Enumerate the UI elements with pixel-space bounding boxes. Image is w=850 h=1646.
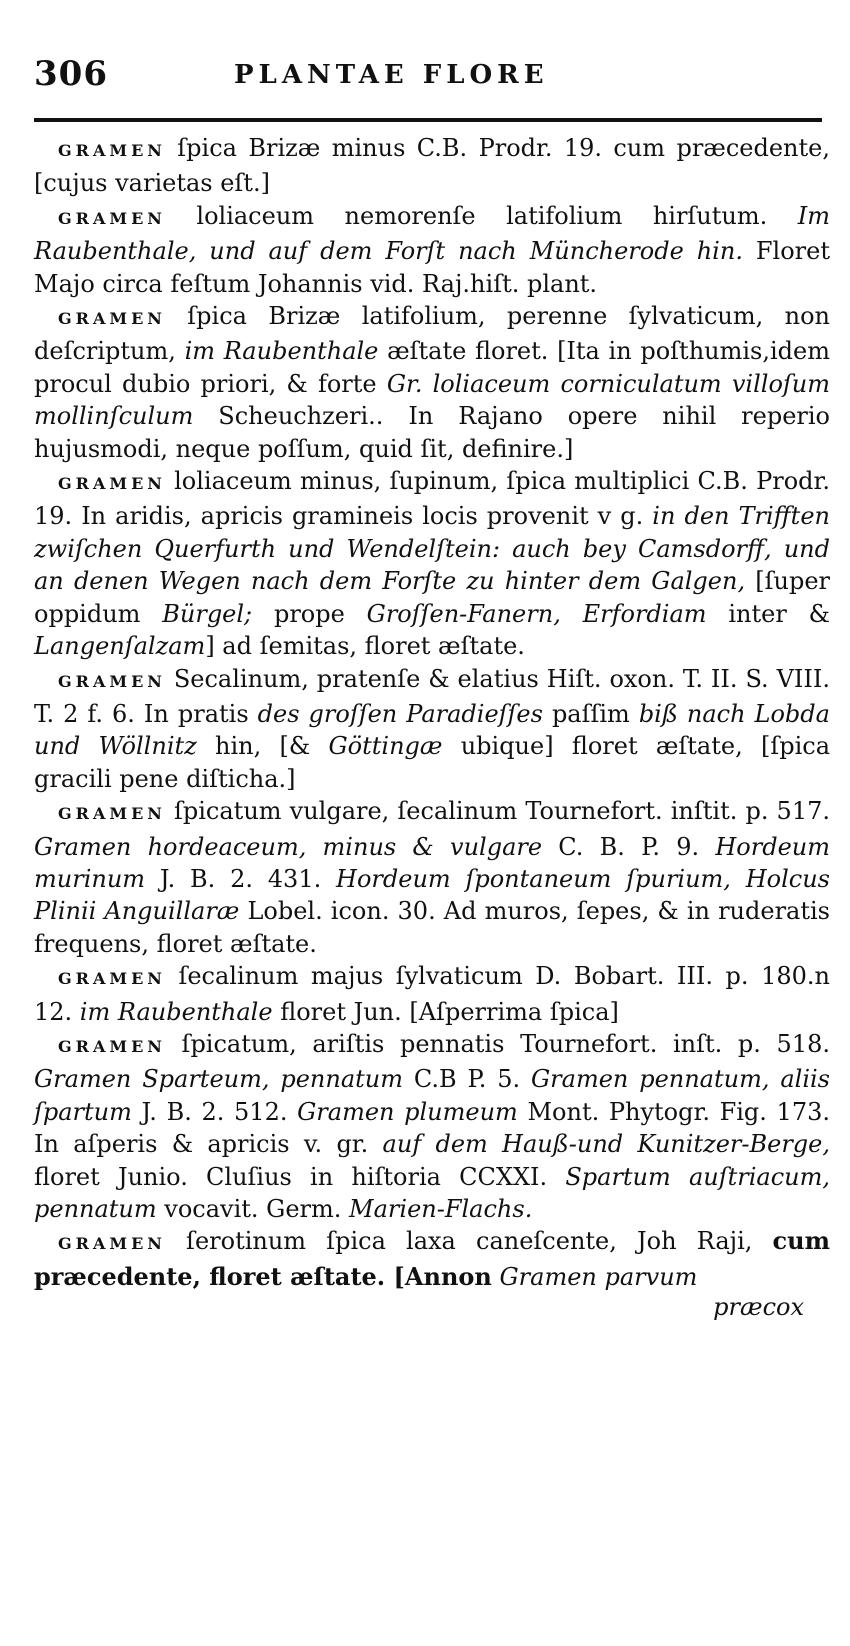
entry-headword: GRAMEN — [58, 1234, 166, 1254]
entry-text-segment: hin, [& — [196, 732, 329, 761]
entry-text-segment: Spartum auſtriacum, pennatum — [34, 1162, 830, 1223]
entry-headword: GRAMEN — [58, 141, 166, 160]
entry-paragraph — [34, 465, 830, 662]
entries-text-block — [34, 132, 830, 1293]
entry-headword: GRAMEN — [58, 969, 166, 989]
entry-text-segment: Secalinum, pratenſe & elatius Hiſt. oxon. T. II. S. VIII. T. 2 f. 6. In pratis — [34, 664, 830, 728]
entry-headword: GRAMEN — [58, 804, 166, 824]
entry-text-segment: floret Junio. Cluſius in hiſtoria CCXXI. — [34, 1162, 566, 1191]
entry-text-segment: Gramen parvum — [499, 1262, 698, 1291]
entry-text-segment: ſecalinum majus ſylvaticum D. Bobart. III. p. 180.n 12. — [34, 962, 830, 1026]
entry-text-segment: [ſuper oppidum — [34, 567, 831, 628]
entry-headword: GRAMEN — [58, 309, 166, 329]
entry-text-segment: prope — [252, 599, 367, 628]
entry-paragraph — [34, 663, 830, 796]
entry-text-segment: Gr. loliaceum corniculatum villoſum mollinſculum — [34, 369, 830, 431]
entry-text-segment: Gramen pennatum, aliis ſpartum — [34, 1065, 830, 1126]
entry-text-segment: loliaceum minus, ſupinum, ſpica multiplici C.B. Prodr. 19. In aridis, apricis gramineis locis provenit v g. — [34, 467, 830, 531]
running-title: PLANTAE FLORE — [234, 60, 549, 90]
entry-text-segment: ſpicatum, ariſtis pennatis Tournefort. inſt. p. 518. — [165, 1029, 830, 1058]
entry-text-segment: vocavit. Germ. — [156, 1195, 350, 1223]
entry-text-segment: Gramen Sparteum, pennatum — [34, 1065, 403, 1094]
entry-text-segment: J. B. 2. 512. — [131, 1097, 298, 1126]
page-header — [34, 48, 830, 104]
entry-text-segment: ſpicatum vulgare, ſecalinum Tournefort. inſtit. p. 517. — [165, 797, 830, 826]
entry-text-segment: paſſim — [542, 699, 639, 728]
entry-text-segment: Marien-Flachs. — [349, 1195, 533, 1223]
entry-text-segment: Lobel. icon. 30. Ad muros, ſepes, & in ruderatis frequens, floret æſtate. — [34, 897, 830, 958]
entry-paragraph — [34, 132, 830, 200]
entry-text-segment — [492, 1263, 500, 1291]
catchword: præcox — [713, 1293, 804, 1322]
entry-headword: GRAMEN — [58, 208, 166, 228]
entry-text-segment: Gramen hordeaceum, minus & vulgare — [34, 832, 543, 861]
entry-text-segment: æſtate floret. [Ita in poſthumis,idem procul dubio priori, & forte — [34, 337, 830, 398]
entry-text-segment: im Raubenthale — [79, 997, 273, 1026]
entry-text-segment: Floret Majo circa feſtum Johannis vid. Raj.hiſt. plant. — [34, 237, 830, 298]
entry-text-segment: Mont. Phytogr. Fig. 173. In aſperis & apricis v. gr. — [34, 1097, 830, 1159]
entry-paragraph — [34, 795, 830, 960]
entry-text-segment: Hordeum murinum — [34, 832, 831, 893]
entry-text-segment: in den Trifften zwiſchen Querfurth und Wendelſtein: auch bey Camsdorff, und an denen Wegen nach dem Forſte zu hinter dem Galgen, — [34, 502, 830, 596]
entry-paragraph — [34, 960, 830, 1028]
entry-text-segment: ubique] floret æſtate, [ſpica gracili pene diſticha.] — [34, 732, 830, 793]
entry-text-segment: cum præcedente, floret æſtate. [Annon — [34, 1226, 830, 1291]
entry-paragraph — [34, 200, 830, 300]
entry-text-segment: J. B. 2. 431. — [145, 864, 337, 893]
entry-text-segment: Groſſen-Fanern, Erfordiam — [366, 599, 707, 628]
entry-text-segment: floret Jun. [Aſperrima ſpica] — [272, 997, 619, 1026]
entry-text-segment: Göttingæ — [328, 732, 443, 761]
entry-text-segment: loliaceum nemorenſe latifolium hirſutum. — [165, 201, 798, 230]
entry-headword: GRAMEN — [58, 474, 166, 494]
entry-text-segment: Scheuchzeri.. In Rajano opere nihil reperio hujusmodi, neque poſſum, quid ſit, definire.] — [34, 402, 830, 463]
entry-headword: GRAMEN — [58, 1036, 166, 1056]
entry-text-segment: ſpica Brizæ minus C.B. Prodr. 19. cum præcedente, [cujus varietas eſt.] — [34, 134, 830, 198]
entry-text-segment: ] ad ſemitas, floret æſtate. — [205, 632, 525, 661]
entry-paragraph — [34, 1028, 830, 1225]
entry-text-segment: Gramen plumeum — [297, 1097, 518, 1126]
entry-text-segment: Langenſalzam — [34, 632, 206, 661]
entry-text-segment: ſerotinum ſpica laxa caneſcente, Joh Raji, — [165, 1227, 773, 1256]
entry-text-segment: inter & — [706, 599, 830, 628]
page-number: 306 — [34, 54, 108, 94]
entry-text-segment: C.B P. 5. — [403, 1065, 531, 1094]
entry-headword: GRAMEN — [58, 671, 166, 691]
entry-text-segment: auf dem Hauß-und Kunitzer-Berge, — [382, 1130, 831, 1159]
entry-paragraph — [34, 1225, 830, 1293]
entry-text-segment: ſpica Brizæ latifolium, perenne ſylvaticum, non deſcriptum, — [34, 302, 830, 366]
entry-text-segment: biß nach Lobda und Wöllnitz — [34, 699, 830, 761]
entry-text-segment: Bürgel; — [162, 599, 253, 628]
header-rule — [34, 118, 822, 122]
entry-text-segment: Hordeum ſpontaneum ſpurium, Holcus Plinii Anguillaræ — [34, 864, 830, 926]
entry-text-segment: Im Raubenthale, und auf dem Forſt nach Müncherode hin. — [34, 201, 830, 266]
entry-text-segment: des groſſen Paradieſſes — [257, 699, 543, 728]
entry-paragraph — [34, 300, 830, 465]
entry-text-segment: C. B. P. 9. — [542, 832, 716, 861]
entry-text-segment: im Raubenthale — [184, 337, 379, 366]
